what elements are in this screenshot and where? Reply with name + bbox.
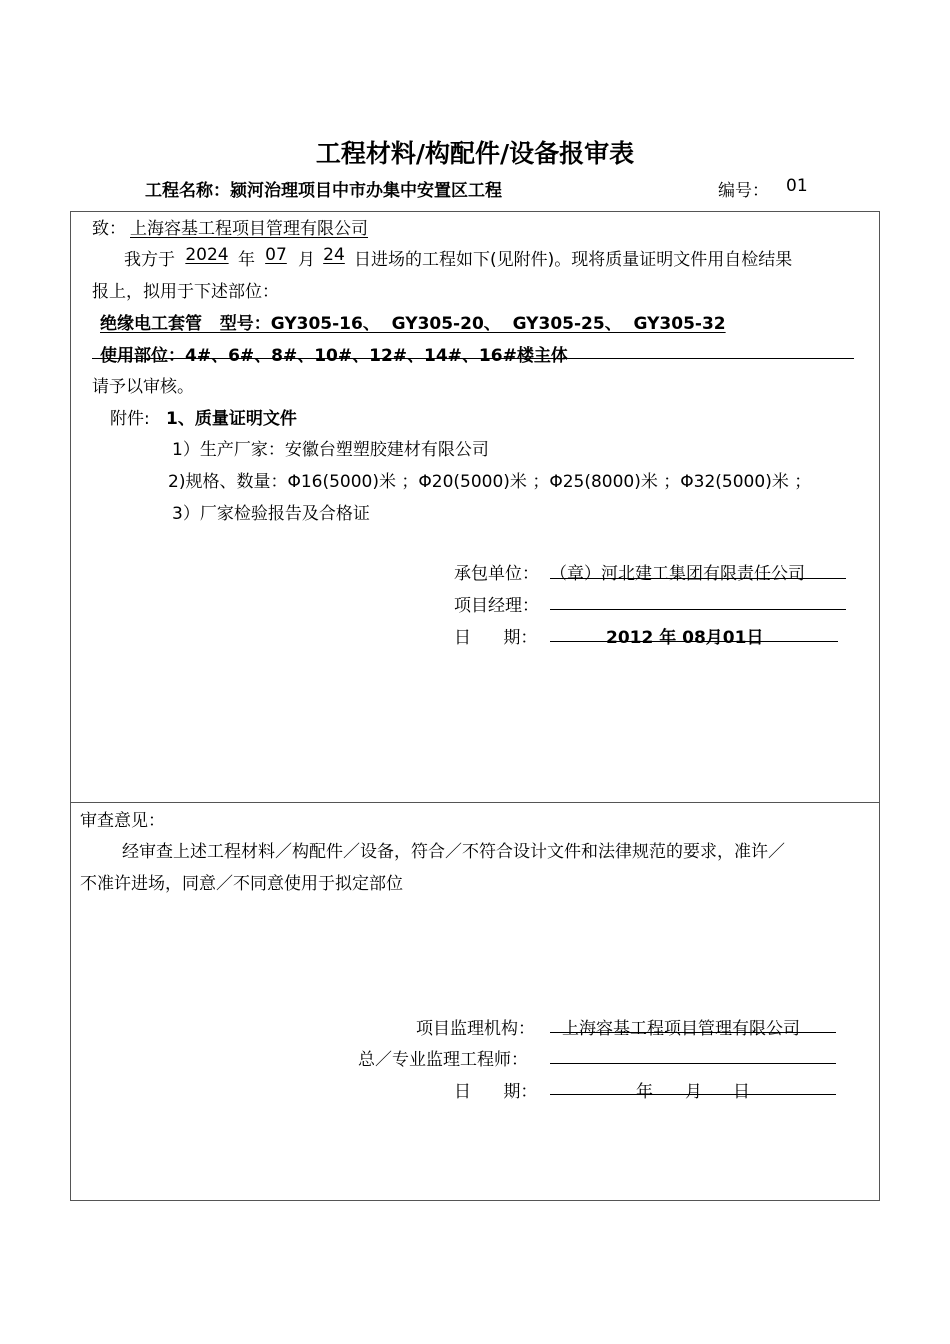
review-date-label: 日 期： (454, 1082, 538, 1102)
form-number-label: 编号： (718, 181, 769, 201)
review-label: 审查意见： (80, 811, 165, 831)
entry-year-unit: 年 (238, 250, 255, 270)
review-date-underline (550, 1094, 836, 1095)
manager-signature-line (550, 609, 846, 610)
engineer-signature-line (550, 1063, 836, 1064)
contractor-label: 承包单位： (454, 564, 539, 584)
attachment-prefix: 附件: (110, 409, 156, 429)
contractor-value: （章）河北建工集团有限责任公司 (550, 564, 805, 584)
manager-label: 项目经理： (454, 596, 539, 616)
entry-year: 2024 (185, 245, 229, 265)
intro-text-c: 报上，拟用于下述部位： (92, 282, 279, 302)
recipient-prefix: 致： (92, 219, 126, 239)
usage-underline (92, 358, 854, 359)
submission-date: 2012 年 08月01日 (606, 628, 764, 648)
material-line: 绝缘电工套管 型号：GY305-16、 GY305-20、 GY305-25、 GY305-32 (100, 314, 726, 334)
review-date-year: 年 (636, 1082, 653, 1102)
usage-line: 使用部位：4#、6#、8#、10#、12#、14#、16#楼主体 (100, 346, 568, 366)
date-underline (550, 641, 838, 642)
intro-text-b: 日进场的工程如下(见附件)。现将质量证明文件用自检结果 (354, 250, 793, 270)
engineer-label: 总／专业监理工程师： (358, 1050, 528, 1070)
contractor-underline (550, 578, 846, 579)
supervisor-org-value: 上海容基工程项目管理有限公司 (562, 1019, 800, 1039)
form-title: 工程材料/构配件/设备报审表 (315, 139, 635, 168)
project-name: 工程名称：颍河治理项目中市办集中安置区工程 (145, 181, 502, 201)
attachment-item: 2)规格、数量：Φ16(5000)米 ；Φ20(5000)米 ；Φ25(8000)米 ；Φ32(5000)米 ； (168, 472, 812, 492)
entry-month-unit: 月 (298, 250, 315, 270)
supervisor-org-label: 项目监理机构： (416, 1019, 535, 1039)
form-number: 01 (786, 176, 808, 196)
entry-month: 07 (265, 245, 287, 265)
entry-day: 24 (323, 245, 345, 265)
review-text: 经审查上述工程材料／构配件／设备，符合／不符合设计文件和法律规范的要求，准许／ (122, 842, 785, 862)
date-label: 日 期： (454, 628, 538, 648)
intro-text-a: 我方于 (124, 250, 175, 270)
attachment-item: 1）生产厂家：安徽台塑塑胶建材有限公司 (172, 440, 489, 460)
attachment-item: 3）厂家检验报告及合格证 (172, 504, 370, 524)
recipient-company: 上海容基工程项目管理有限公司 (130, 219, 368, 239)
supervisor-org-underline (550, 1032, 836, 1033)
review-text: 不准许进场，同意／不同意使用于拟定部位 (80, 874, 403, 894)
review-date-day: 日 (733, 1082, 750, 1102)
attachment-title: 1、质量证明文件 (166, 409, 297, 429)
request-text: 请予以审核。 (92, 377, 194, 397)
review-date-month: 月 (685, 1082, 702, 1102)
